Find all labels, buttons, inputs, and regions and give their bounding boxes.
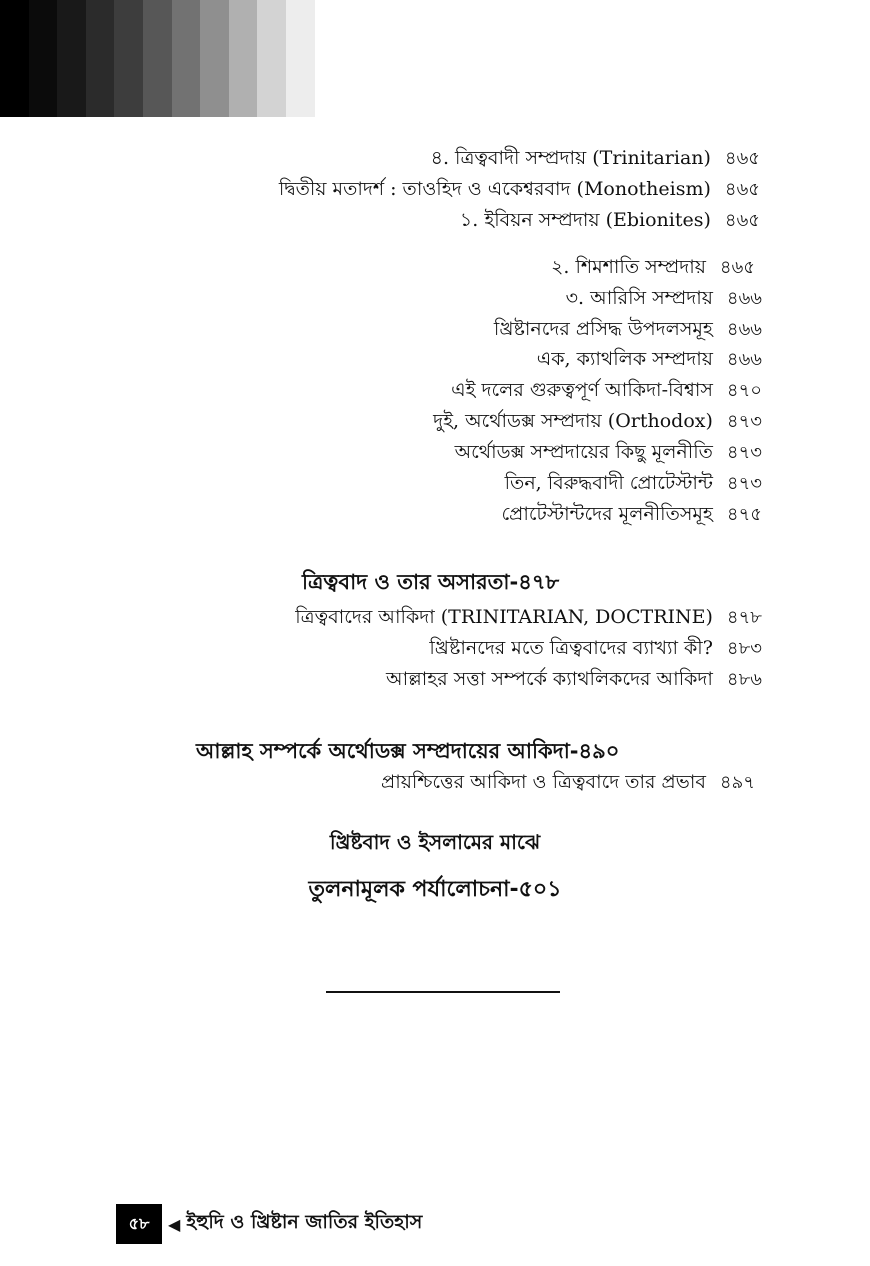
toc-entry-page: ৪৮৬ [726, 669, 762, 690]
toc-entry-page: ৪৭৩ [726, 411, 762, 432]
toc-entry[interactable] [431, 144, 760, 176]
toc-entry[interactable] [494, 315, 762, 347]
toc-entry-page: ৪৮৩ [726, 638, 762, 659]
toc-entry[interactable] [433, 407, 762, 439]
section-heading[interactable]: ত্রিত্ববাদ ও তার অসারতা-৪৭৮ [302, 570, 560, 594]
book-title: ইহুদি ও খ্রিষ্টান জাতির ইতিহাস [186, 1211, 423, 1233]
gray-swatch [200, 0, 229, 117]
toc-entry-title: খ্রিষ্টানদের মতে ত্রিত্ববাদের ব্যাখ্যা কী? [429, 637, 713, 659]
toc-entry-page: ৪৭৮ [726, 607, 762, 628]
toc-entry[interactable] [429, 634, 762, 666]
page-footer [116, 1204, 422, 1244]
toc-entry-page: ৪৭০ [726, 380, 762, 401]
toc-entry-page: ৪৭৩ [726, 473, 762, 494]
toc-entry-title: ২. শিমশাতি সম্প্রদায় [551, 256, 706, 278]
toc-entry-page: ৪৬৫ [719, 257, 755, 278]
toc-entry-title: খ্রিষ্টানদের প্রসিদ্ধ উপদলসমূহ [493, 318, 713, 340]
toc-entry-title: ত্রিত্ববাদের আকিদা (TRINITARIAN, DOCTRINE) [295, 606, 713, 628]
gray-swatch [143, 0, 172, 117]
gray-swatch [286, 0, 315, 117]
section-heading[interactable]: আল্লাহ সম্পর্কে অর্থোডক্স সম্প্রদায়ের আকিদা-৪৯০ [196, 739, 620, 763]
triangle-left-icon: ◀ [168, 1214, 181, 1234]
toc-entry[interactable] [451, 376, 762, 408]
toc-entry[interactable] [455, 438, 762, 470]
toc-entry-page: ৪৬৫ [724, 179, 760, 200]
toc-entry-title: তিন, বিরুদ্ধবাদী প্রোটেস্টান্ট [504, 472, 713, 494]
page-number: ৫৮ [116, 1204, 162, 1244]
toc-entry-title: দ্বিতীয় মতাদর্শ : তাওহিদ ও একেশ্বরবাদ (Monotheism) [278, 178, 711, 200]
toc-entry-page: ৪৬৫ [724, 148, 760, 169]
toc-entry-title: প্রোটেস্টান্টদের মূলনীতিসমূহ [501, 503, 713, 525]
toc-entry-title: অর্থোডক্স সম্প্রদায়ের কিছু মূলনীতি [454, 441, 713, 463]
toc-entry-page: ৪৬৬ [726, 319, 762, 340]
section-heading[interactable]: খ্রিষ্টবাদ ও ইসলামের মাঝে [329, 830, 541, 854]
toc-entry[interactable] [551, 253, 755, 285]
toc-entry-title: প্রায়শ্চিত্তের আকিদা ও ত্রিত্ববাদে তার প্রভাব [381, 771, 706, 793]
toc-entry-title: দুই, অর্থোডক্স সম্প্রদায় (Orthodox) [433, 410, 713, 432]
gray-swatch [29, 0, 58, 117]
toc-entry-title: এক, ক্যাথলিক সম্প্রদায় [536, 348, 713, 370]
section-heading-continued[interactable]: তুলনামূলক পর্যালোচনা-৫০১ [308, 877, 562, 902]
toc-entry-title: আল্লাহর সত্তা সম্পর্কে ক্যাথলিকদের আকিদা [386, 668, 713, 690]
gray-swatch [229, 0, 258, 117]
horizontal-rule [326, 991, 560, 993]
toc-entry-page: ৪৭৫ [726, 504, 762, 525]
toc-entry-title: ৪. ত্রিত্ববাদী সম্প্রদায় (Trinitarian) [430, 147, 711, 169]
toc-entry[interactable] [279, 175, 760, 207]
toc-entry-page: ৪৬৬ [726, 288, 762, 309]
gray-swatch [86, 0, 115, 117]
gray-swatch [114, 0, 143, 117]
toc-entry-page: ৪৯৭ [719, 772, 755, 793]
calibration-strip [0, 0, 315, 117]
toc-entry-page: ৪৬৫ [724, 210, 760, 231]
toc-entry-page: ৪৭৩ [726, 442, 762, 463]
gray-swatch [172, 0, 201, 117]
toc-entry-title: ১. ইবিয়ন সম্প্রদায় (Ebionites) [459, 209, 711, 231]
toc-entry[interactable] [566, 284, 762, 316]
gray-swatch [257, 0, 286, 117]
toc-entry[interactable] [501, 500, 762, 532]
toc-entry[interactable] [505, 469, 762, 501]
toc-entry[interactable] [537, 345, 762, 377]
gray-swatch [57, 0, 86, 117]
toc-entry-page: ৪৬৬ [726, 349, 762, 370]
toc-entry[interactable] [460, 206, 760, 238]
toc-entry[interactable] [295, 603, 762, 635]
toc-entry[interactable] [381, 768, 755, 800]
toc-entry-title: ৩. আরিসি সম্প্রদায় [565, 287, 713, 309]
toc-entry-title: এই দলের গুরুত্বপূর্ণ আকিদা-বিশ্বাস [451, 379, 713, 401]
toc-entry[interactable] [386, 665, 762, 697]
gray-swatch [0, 0, 29, 117]
